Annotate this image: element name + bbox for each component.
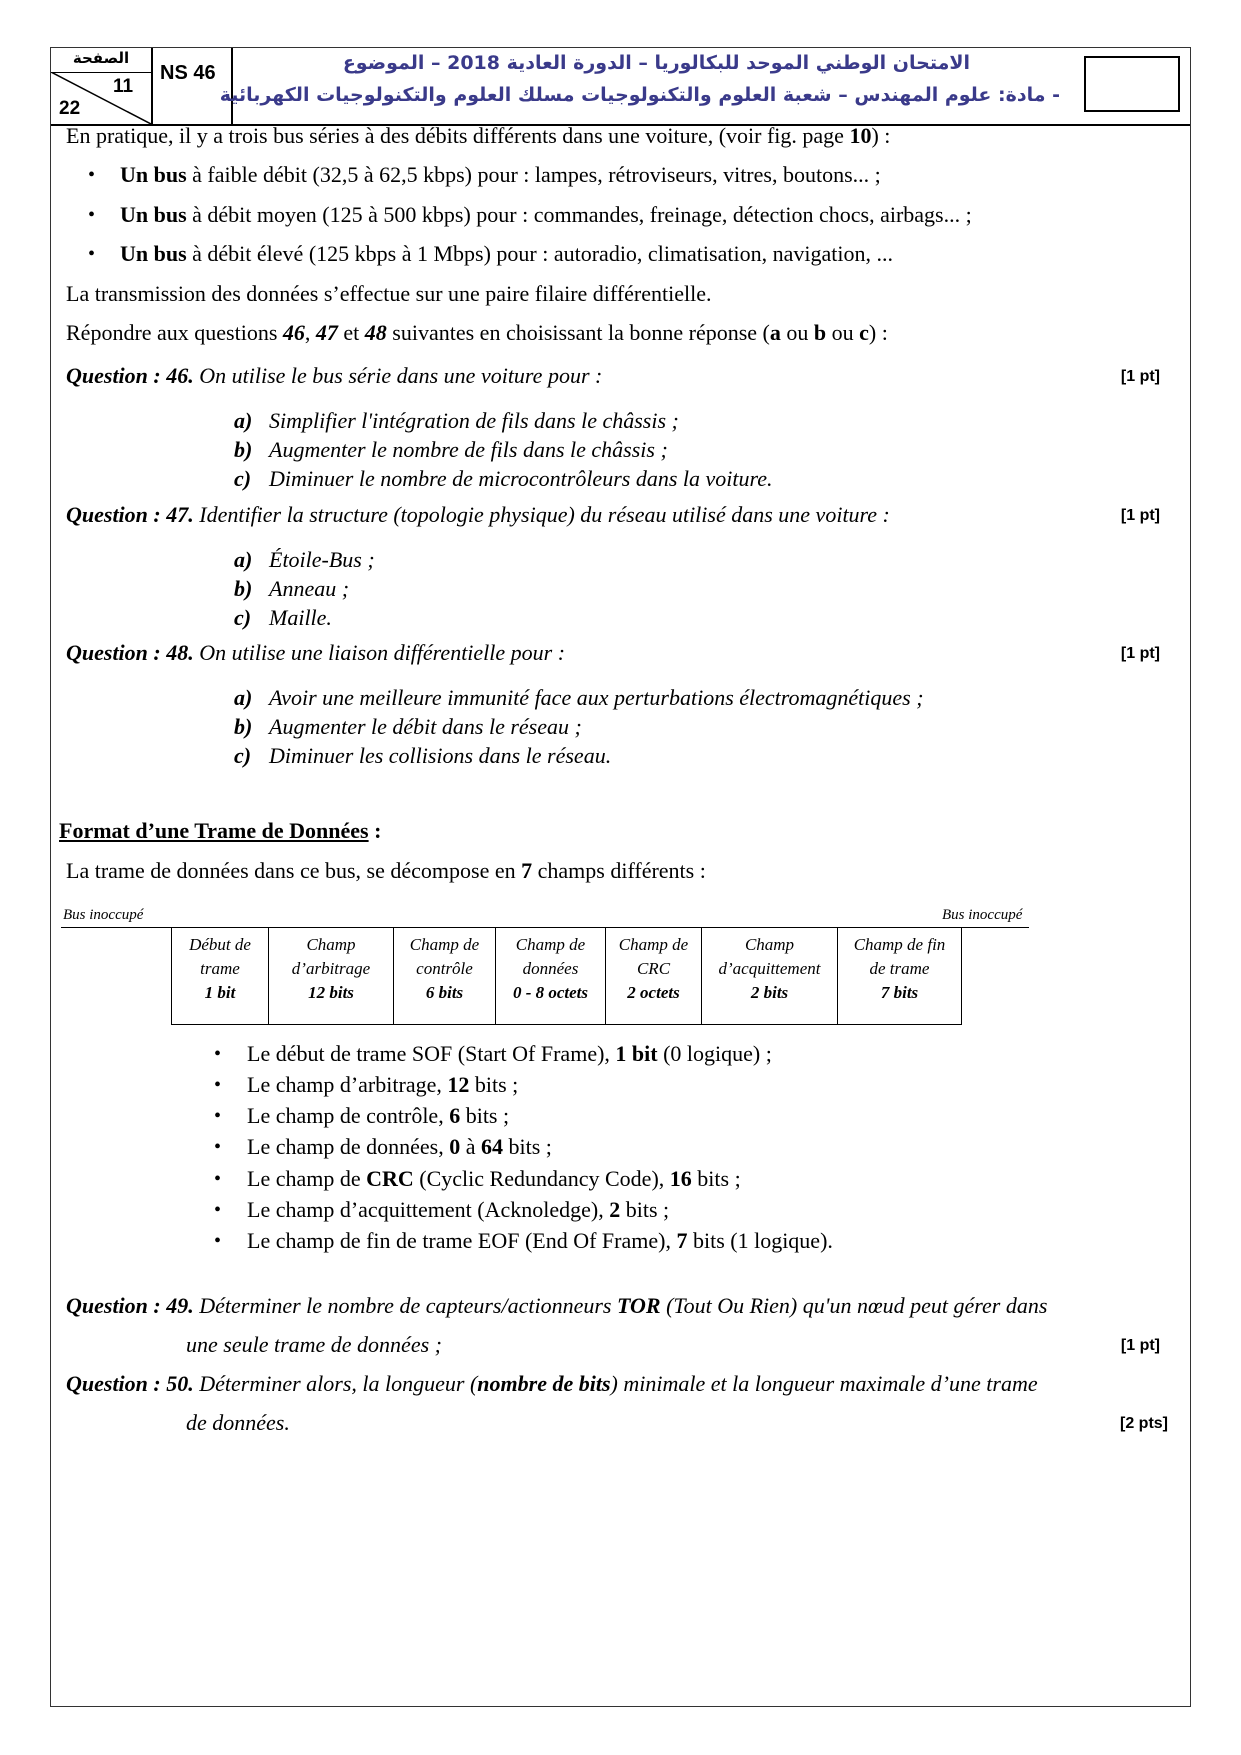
exam-code: NS 46: [153, 48, 233, 124]
field-list-item: • Le début de trame SOF (Start Of Frame), 1 bit (0 logique) ;: [247, 1041, 772, 1067]
question-49: Question : 49. Déterminer le nombre de capteurs/actionneurs TOR (Tout Ou Rien) qu'un nœud peut gérer dans: [66, 1293, 1048, 1318]
q46-option-a: a) Simplifier l'intégration de fils dans le châssis ;: [234, 408, 679, 433]
field-list-item: • Le champ de contrôle, 6 bits ;: [247, 1103, 509, 1129]
bus-idle-left: Bus inoccupé: [63, 907, 144, 923]
frame-field-eof: Champ de fin de trame 7 bits: [853, 935, 946, 1002]
q46-option-b: b) Augmenter le nombre de fils dans le châssis ;: [234, 437, 668, 462]
question-49-cont: une seule trame de données ;: [186, 1332, 442, 1357]
question-50: Question : 50. Déterminer alors, la longueur (nombre de bits) minimale et la longueur maximale d’une trame: [66, 1371, 1038, 1396]
field-list-item: • Le champ de fin de trame EOF (End Of Frame), 7 bits (1 logique).: [247, 1228, 833, 1254]
question-50-cont: de données.: [186, 1410, 290, 1435]
field-list-item: • Le champ d’acquittement (Acknoledge), 2 bits ;: [247, 1197, 669, 1223]
question-48: Question : 48. On utilise une liaison différentielle pour :: [66, 640, 566, 665]
page-label: الصفحة: [72, 49, 130, 67]
bus-bullet-2: • Un bus à débit moyen (125 à 500 kbps) pour : commandes, freinage, détection chocs, airbags... ;: [120, 202, 972, 228]
bus-bullet-3: • Un bus à débit élevé (125 kbps à 1 Mbps) pour : autoradio, climatisation, navigation, ...: [120, 241, 893, 267]
frame-field-ack: Champ d’acquittement 2 bits: [702, 927, 838, 1024]
q47-option-a: a) Étoile-Bus ;: [234, 547, 375, 572]
question-47: Question : 47. Identifier la structure (topologie physique) du réseau utilisé dans une voiture :: [66, 502, 890, 527]
section-intro: La trame de données dans ce bus, se décompose en 7 champs différents :: [66, 858, 706, 883]
field-list-item: • Le champ de CRC (Cyclic Redundancy Code), 16 bits ;: [247, 1166, 741, 1192]
page-header: [51, 48, 1190, 126]
frame-field-control: Champ de contrôle 6 bits: [394, 927, 496, 1024]
frame-field-arbitration: Champ d’arbitrage 12 bits: [269, 927, 394, 1024]
question-46-points: [1 pt]: [1120, 368, 1160, 385]
field-list-item: • Le champ de données, 0 à 64 bits ;: [247, 1134, 552, 1160]
page-number-box: [51, 48, 153, 124]
frame-field-sof: Début de trame 1 bit: [172, 927, 269, 1024]
q48-option-a: a) Avoir une meilleure immunité face aux perturbations électromagnétiques ;: [234, 685, 924, 710]
bus-bullet-1: • Un bus à faible débit (32,5 à 62,5 kbps) pour : lampes, rétroviseurs, vitres, boutons... ;: [120, 162, 881, 188]
transmission-text: La transmission des données s’effectue sur une paire filaire différentielle.: [66, 281, 712, 306]
q48-option-c: c) Diminuer les collisions dans le réseau.: [234, 743, 612, 768]
question-48-points: [1 pt]: [1120, 645, 1160, 662]
page-frame: [50, 47, 1191, 1707]
header-title-line1: الامتحان الوطني الموحد للبكالوريا – الدورة العادية 2018 – الموضوع: [342, 52, 970, 74]
header-title-line2: - مادة: علوم المهندس – شعبة العلوم والتكنولوجيات مسلك العلوم والتكنولوجيات الكهربائية: [219, 84, 1060, 106]
page-total: 22: [59, 98, 81, 119]
frame-field-crc: Champ de CRC 2 octets: [606, 927, 702, 1024]
q48-option-b: b) Augmenter le débit dans le réseau ;: [234, 714, 582, 739]
page-number: 11: [113, 76, 134, 97]
intro-line: En pratique, il y a trois bus séries à des débits différents dans une voiture, (voir fig. page 10) :: [66, 123, 891, 148]
bus-idle-right: Bus inoccupé: [942, 907, 1023, 923]
data-frame-diagram: [171, 927, 962, 1025]
header-title-box: [219, 48, 1190, 124]
q46-option-c: c) Diminuer le nombre de microcontrôleurs dans la voiture.: [234, 466, 773, 491]
question-50-points: [2 pts]: [1120, 1415, 1168, 1432]
question-47-points: [1 pt]: [1120, 507, 1160, 524]
question-46: Question : 46. On utilise le bus série dans une voiture pour :: [66, 363, 603, 388]
candidate-code-box: [1084, 56, 1180, 112]
question-49-points: [1 pt]: [1120, 1337, 1160, 1354]
section-title: Format d’une Trame de Données :: [59, 818, 382, 843]
frame-field-data: Champ de données 0 - 8 octets: [496, 927, 606, 1024]
q47-option-c: c) Maille.: [234, 605, 332, 630]
field-list-item: • Le champ d’arbitrage, 12 bits ;: [247, 1072, 518, 1098]
q47-option-b: b) Anneau ;: [234, 576, 350, 601]
instructions: Répondre aux questions 46, 47 et 48 suivantes en choisissant la bonne réponse (a ou b ou c) :: [66, 320, 888, 345]
